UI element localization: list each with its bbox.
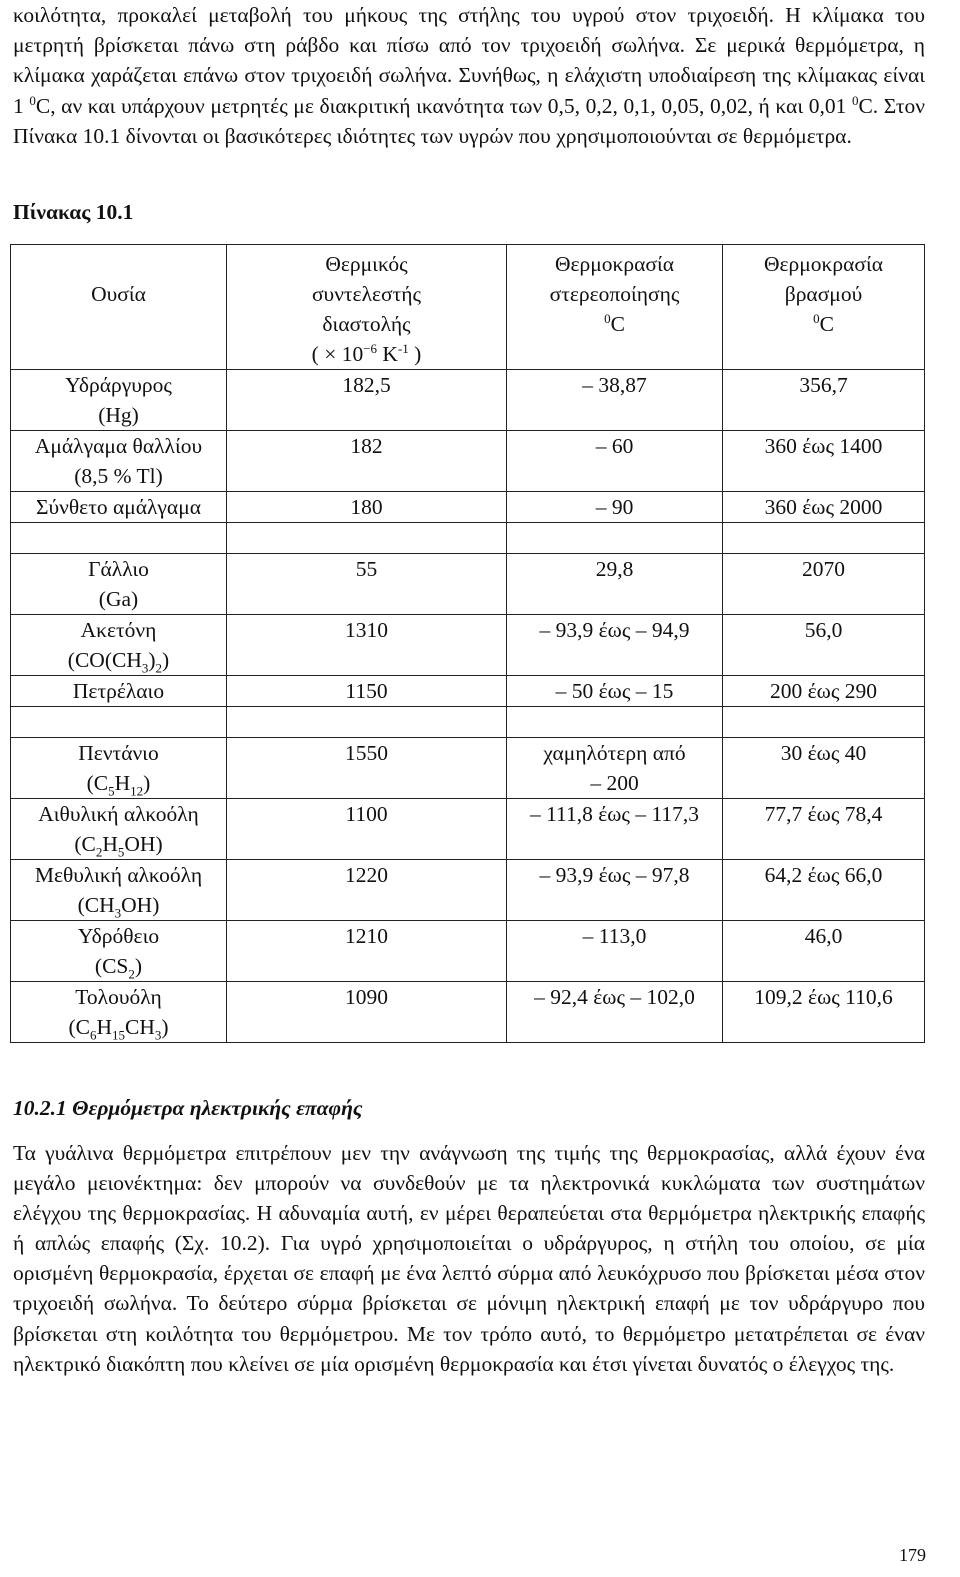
formula-ethanol: $(C_2H_5OH)$ bbox=[74, 832, 163, 860]
page-number: 179 bbox=[899, 1545, 926, 1565]
header-freezing: Θερμοκρασία στερεοποίησης $^0$C bbox=[507, 245, 723, 370]
intro-text-3: C. Στον Πίνακα 10.1 δίνονται οι βασικότερες ιδιότητες των υγρών που χρησιμοποιούνται σε θερμόμετρα. bbox=[13, 93, 925, 148]
body-paragraph bbox=[13, 1138, 925, 1379]
table-row: Γάλλιο (Ga) 55 29,8 2070 bbox=[11, 554, 925, 615]
table-header-row bbox=[11, 245, 925, 370]
formula-cs2: $(CS_2)$ bbox=[94, 954, 143, 982]
formula-methanol: $(CH_3OH)$ bbox=[77, 893, 160, 921]
section-number: 10.2.1 bbox=[13, 1096, 67, 1120]
table-row: Ακετόνη $(CO(CH_3)_2)$ 1310 – 93,9 έως – 94,9 56,0 bbox=[11, 615, 925, 676]
liquid-properties-table bbox=[10, 244, 925, 1043]
table-row: Πεντάνιο $(C_5H_{12})$ 1550 χαμηλότερη από – 200 30 έως 40 bbox=[11, 738, 925, 799]
header-substance: Ουσία bbox=[11, 245, 227, 370]
intro-text-1: κοιλότητα, προκαλεί μεταβολή του μήκους της στήλης του υγρού στον τριχοειδή. Η κλίμακα του μετρητή βρίσκεται πάνω στη ράβδο και πίσω από τον τριχοειδή σωλήνα. Σε μερικά θερμόμετρα, η κλίμακα χαράζεται επάνω στον τριχοειδή σωλήνα. Συνήθως, η ελάχιστη υποδιαίρεση της κλίμακας είναι 1 bbox=[13, 3, 925, 118]
header-boiling: Θερμοκρασία βρασμού $^0$C bbox=[723, 245, 925, 370]
section-title: Θερμόμετρα ηλεκτρικής επαφής bbox=[72, 1096, 363, 1120]
degree-sup-2: 0 bbox=[851, 92, 859, 108]
section-heading bbox=[13, 1096, 363, 1121]
table-row: Υδράργυρος (Hg) 182,5 – 38,87 356,7 bbox=[11, 370, 925, 431]
body-text: Τα γυάλινα θερμόμετρα επιτρέπουν μεν την ανάγνωση της τιμής της θερμοκρασίας, αλλά έχουν ένα μεγάλο μειονέκτημα: δεν μπορούν να συνδεθούν με τα ηλεκτρονικά κυκλώματα των συστημάτων ελέγχου της θερμοκρασίας. Η αδυναμία αυτή, εν μέρει θεραπεύεται στα θερμόμετρα ηλεκτρικής επαφής ή απλώς επαφής (Σχ. 10.2). Για υγρό χρησιμοποιείται ο υδράργυρος, η στήλη του οποίου, σε μία ορισμένη θερμοκρασία, έρχεται σε επαφή με ένα λεπτό σύρμα από λευκόχρυσο που βρίσκεται μέσα στον τριχοειδή σωλήνα. Το δεύτερο σύρμα βρίσκεται σε μόνιμη ηλεκτρική επαφή με τον υδράργυρο που βρίσκεται στη κοιλότητα του θερμόμετρου. Με τον τρόπο αυτό, το θερμόμετρο μετατρέπεται σε έναν ηλεκτρικό διακόπτη που κλείνει σε μία ορισμένη θερμοκρασία και έτσι γίνεται δυνατός ο έλεγχος της. bbox=[13, 1141, 925, 1376]
table-row: Μεθυλική αλκοόλη $(CH_3OH)$ 1220 – 93,9 έως – 97,8 64,2 έως 66,0 bbox=[11, 860, 925, 921]
table-row: Αιθυλική αλκοόλη $(C_2H_5OH)$ 1100 – 111,8 έως – 117,3 77,7 έως 78,4 bbox=[11, 799, 925, 860]
table-spacer-row bbox=[11, 523, 925, 554]
table-spacer-row bbox=[11, 707, 925, 738]
table-caption: Πίνακας 10.1 bbox=[13, 200, 134, 224]
formula-acetone: $(CO(CH_3)_2)$ bbox=[67, 648, 170, 676]
degree-sup-1: 0 bbox=[29, 92, 36, 108]
intro-text-2: C, αν και υπάρχουν μετρητές με διακριτική ικανότητα των 0,5, 0,2, 0,1, 0,05, 0,02, ή και 0,01 bbox=[35, 93, 852, 118]
table-row: Αμάλγαμα θαλλίου (8,5 % Tl) 182 – 60 360 έως 1400 bbox=[11, 431, 925, 492]
table-row: Τολουόλη $(C_6H_{15}CH_3)$ 1090 – 92,4 έως – 102,0 109,2 έως 110,6 bbox=[11, 982, 925, 1043]
table-row: Πετρέλαιο 1150 – 50 έως – 15 200 έως 290 bbox=[11, 676, 925, 707]
table-row: Υδρόθειο $(CS_2)$ 1210 – 113,0 46,0 bbox=[11, 921, 925, 982]
formula-toluene: $(C_6H_{15}CH_3)$ bbox=[68, 1015, 169, 1043]
formula-pentane: $(C_5H_{12})$ bbox=[86, 771, 151, 799]
intro-paragraph bbox=[13, 0, 925, 151]
header-expansion: Θερμικός συντελεστής διαστολής ( × $10^{-6}$ $K^{-1}$ ) bbox=[227, 245, 507, 370]
table-row: Σύνθετο αμάλγαμα 180 – 90 360 έως 2000 bbox=[11, 492, 925, 523]
